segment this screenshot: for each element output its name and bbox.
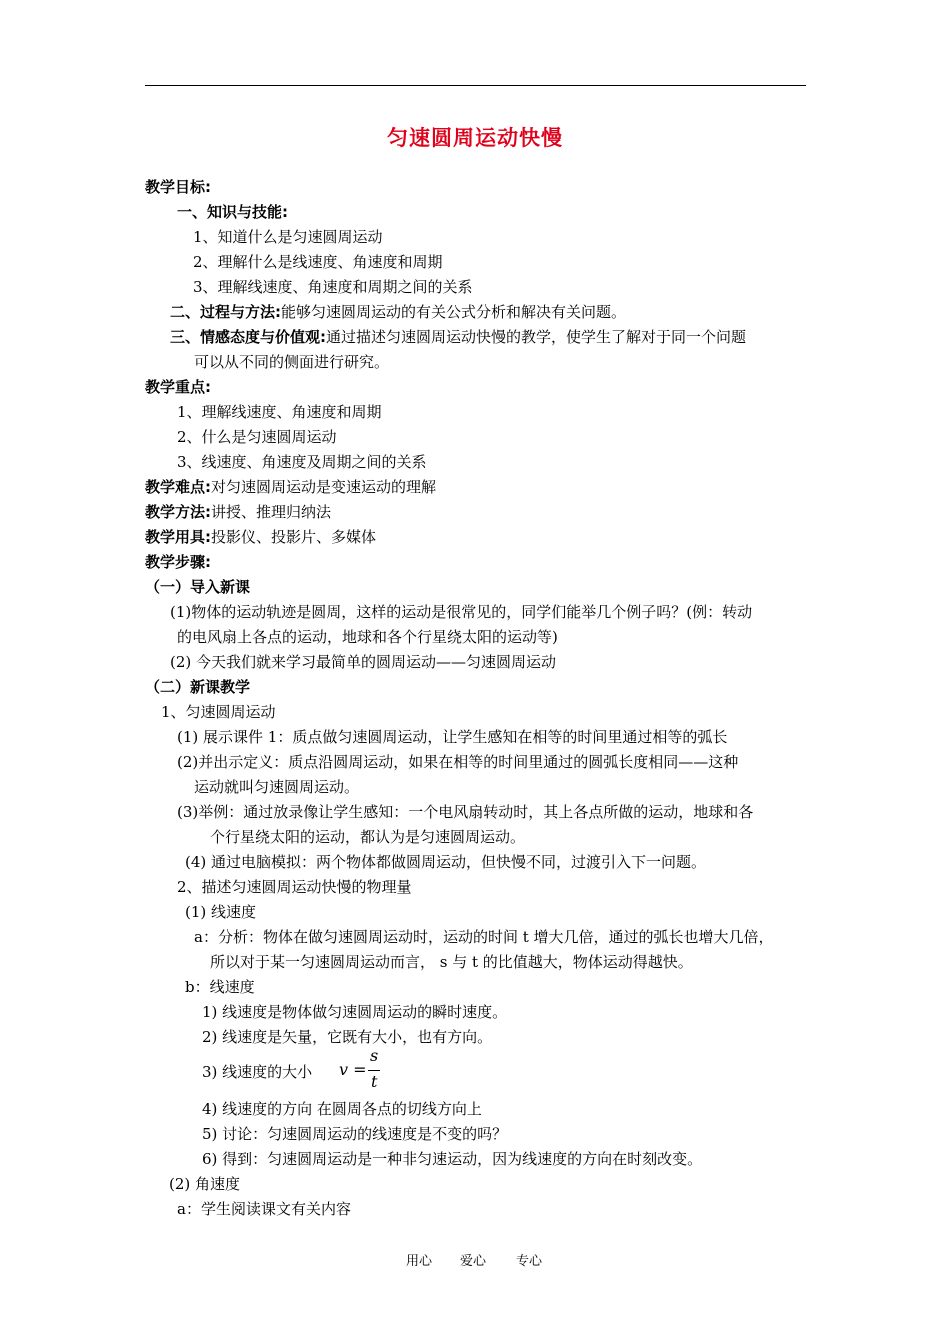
tools-text: 投影仪、投影片、多媒体 — [211, 528, 377, 546]
key-point-2: 2、什么是匀速圆周运动 — [177, 428, 337, 446]
formula-numerator: s — [370, 1046, 379, 1065]
key-points-heading: 教学重点: — [145, 378, 211, 396]
goal-knowledge-item-2: 2、理解什么是线速度、角速度和周期 — [193, 253, 443, 271]
footer-text-2: 爱心 — [460, 1254, 487, 1269]
key-point-1: 1、理解线速度、角速度和周期 — [177, 403, 382, 421]
steps-heading: 教学步骤: — [145, 553, 211, 571]
method-text: 讲授、推理归纳法 — [211, 503, 332, 521]
new-topic-1-item-2: (2)并出示定义：质点沿圆周运动，如果在相等的时间里通过的圆弧长度相同——这种 — [177, 753, 739, 771]
intro-item-1-cont: 的电风扇上各点的运动，地球和各个行星绕太阳的运动等) — [177, 628, 558, 646]
linear-velocity-heading: (1) 线速度 — [185, 903, 257, 921]
formula-fraction-bar — [368, 1070, 380, 1071]
tools-line — [145, 527, 376, 547]
header-rule — [145, 85, 806, 86]
goal-knowledge-item-3: 3、理解线速度、角速度和周期之间的关系 — [193, 278, 473, 296]
linear-velocity-analysis: a：分析：物体在做匀速圆周运动时，运动的时间 t 增大几倍，通过的弧长也增大几倍， — [194, 928, 774, 946]
goal-process-text: 能够匀速圆周运动的有关公式分析和解决有关问题。 — [281, 303, 627, 321]
intro-item-2: (2) 今天我们就来学习最简单的圆周运动——匀速圆周运动 — [170, 653, 557, 671]
difficulty-text: 对匀速圆周运动是变速运动的理解 — [211, 478, 437, 496]
angular-velocity-item-a: a：学生阅读课文有关内容 — [177, 1200, 351, 1218]
new-topic-1-item-3-cont: 个行星绕太阳的运动，都认为是匀速圆周运动。 — [210, 828, 526, 846]
goals-heading: 教学目标: — [145, 178, 211, 196]
linear-velocity-point-5: 5) 讨论：匀速圆周运动的线速度是不变的吗？ — [202, 1125, 508, 1143]
linear-velocity-analysis-cont: 所以对于某一匀速圆周运动而言， s 与 t 的比值越大，物体运动得越快。 — [210, 953, 693, 971]
footer-text-1: 用心 — [406, 1254, 433, 1269]
formula-lhs: v = — [339, 1060, 367, 1079]
goal-knowledge-item-1: 1、知道什么是匀速圆周运动 — [193, 228, 383, 246]
section-new-heading: （二）新课教学 — [145, 678, 251, 696]
new-topic-1-item-1: (1) 展示课件 1：质点做匀速圆周运动，让学生感知在相等的时间里通过相等的弧长 — [177, 728, 728, 746]
new-topic-1-item-2-cont: 运动就叫匀速圆周运动。 — [194, 778, 360, 796]
footer-text-3: 专心 — [516, 1254, 543, 1269]
intro-item-1: (1)物体的运动轨迹是圆周，这样的运动是很常见的，同学们能举几个例子吗？(例：转动 — [170, 603, 753, 621]
difficulty-heading: 教学难点: — [145, 478, 211, 496]
new-topic-1-item-3: (3)举例：通过放录像让学生感知：一个电风扇转动时，其上各点所做的运动，地球和各 — [177, 803, 754, 821]
goal-process — [170, 302, 626, 322]
new-topic-1: 1、匀速圆周运动 — [161, 703, 276, 721]
linear-velocity-point-1: 1) 线速度是物体做匀速圆周运动的瞬时速度。 — [202, 1003, 508, 1021]
linear-velocity-point-2: 2) 线速度是矢量，它既有大小，也有方向。 — [202, 1028, 493, 1046]
method-line — [145, 502, 331, 522]
goal-attitude-heading: 三、情感态度与价值观: — [170, 328, 326, 346]
page-title: 匀速圆周运动快慢 — [387, 126, 563, 150]
goal-process-heading: 二、过程与方法: — [170, 303, 281, 321]
key-point-3: 3、线速度、角速度及周期之间的关系 — [177, 453, 427, 471]
method-heading: 教学方法: — [145, 503, 211, 521]
section-intro-heading: （一）导入新课 — [145, 578, 251, 596]
linear-velocity-point-4: 4) 线速度的方向 在圆周各点的切线方向上 — [202, 1100, 482, 1118]
linear-velocity-subheading: b：线速度 — [185, 978, 255, 996]
formula-denominator: t — [371, 1072, 378, 1091]
goal-attitude-text: 通过描述匀速圆周运动快慢的教学，使学生了解对于同一个问题 — [326, 328, 747, 346]
new-topic-2: 2、描述匀速圆周运动快慢的物理量 — [177, 878, 412, 896]
linear-velocity-point-6: 6) 得到：匀速圆周运动是一种非匀速运动，因为线速度的方向在时刻改变。 — [202, 1150, 703, 1168]
new-topic-1-item-4: (4) 通过电脑模拟：两个物体都做圆周运动，但快慢不同，过渡引入下一问题。 — [185, 853, 707, 871]
linear-velocity-point-3: 3) 线速度的大小 — [202, 1063, 313, 1081]
goal-knowledge-heading: 一、知识与技能: — [177, 203, 288, 221]
tools-heading: 教学用具: — [145, 528, 211, 546]
angular-velocity-heading: (2) 角速度 — [169, 1175, 241, 1193]
goal-attitude — [170, 327, 746, 347]
goal-attitude-text-cont: 可以从不同的侧面进行研究。 — [194, 353, 390, 371]
difficulty-line — [145, 477, 436, 497]
